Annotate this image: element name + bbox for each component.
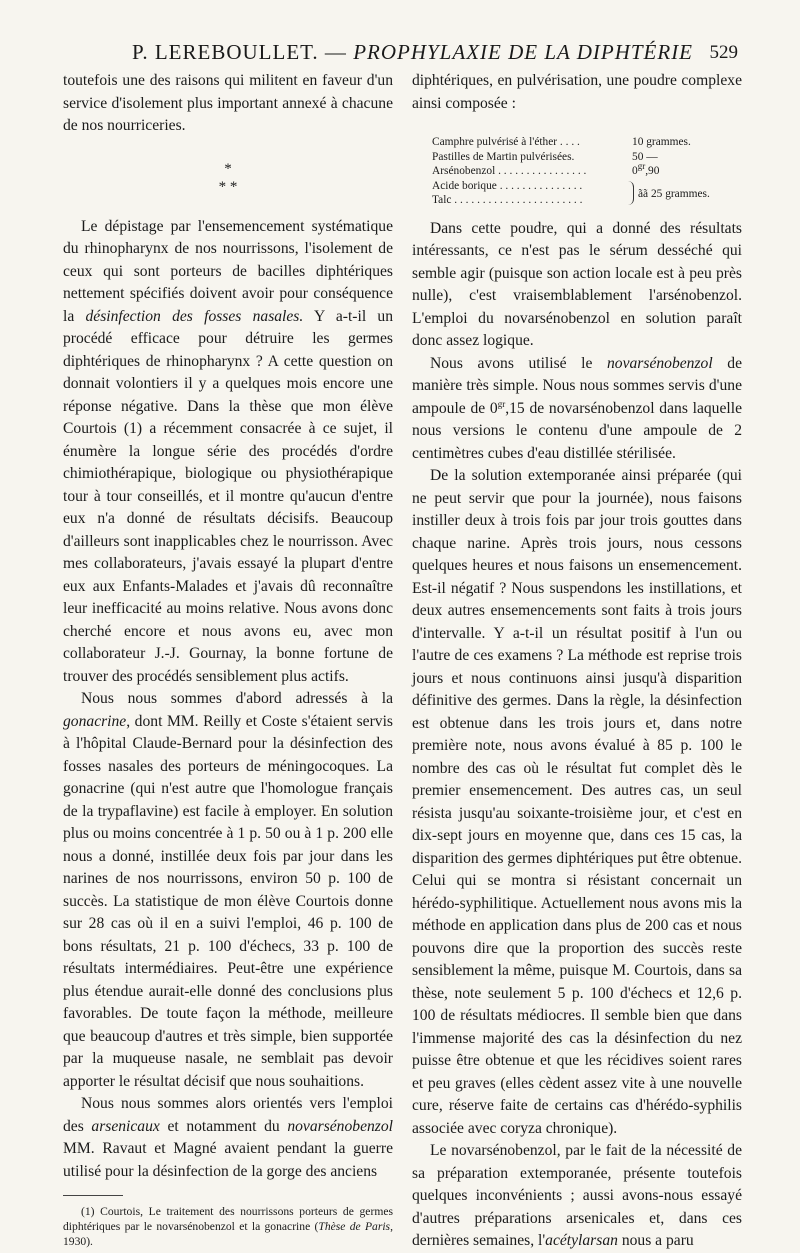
footnote-divider [63, 1195, 123, 1196]
ingredient: Arsénobenzol . . . . . . . . . . . . . . . . [432, 165, 587, 177]
header-article-title: PROPHYLAXIE DE LA DIPHTÉRIE [353, 40, 694, 64]
footnote: (1) Courtois, Le traitement des nourrissons porteurs de germes diphtériques par le novarsénobenzol et la gonacrine (Thèse de Paris, 1930). [63, 1205, 393, 1248]
ingredient: Camphre pulvérisé à l'éther . . . . [432, 136, 580, 148]
quantity: 50 — [632, 150, 658, 163]
quantity: 10 grammes. [632, 136, 691, 148]
ingredient: Acide borique . . . . . . . . . . . . . . . [432, 179, 583, 192]
formula-row [432, 135, 732, 150]
powder-formula [432, 135, 732, 208]
section-separator-asterism [63, 160, 393, 196]
paragraph: diphtériques, en pulvérisation, une poudre complexe ainsi composée : [412, 72, 742, 112]
header-title [132, 40, 693, 65]
curly-brace [627, 181, 634, 205]
paragraph: Le dépistage par l'ensemencement systématique du rhinopharynx de nos nourrissons, l'isolement de ceux qui sont porteurs de bacilles diphtériques nettement spécifiés doivent avoir pour conséquence la désinfection des fosses nasales. Y a-t-il un procédé efficace pour détruire les germes diphtériques de rhinopharynx ? A cette question on donnait volontiers il y a quelques mois encore une réponse négative. Dans la thèse que mon élève Courtois (1) a récemment consacrée à ce sujet, il énumère la longue série des procédés d'ordre chimiothérapique, biologique ou physiothérapique tour à tour conseillés, et il montre qu'aucun d'entre eux n'a donné de résultats décisifs. Beaucoup d'ailleurs sont inapplicables chez le nourrisson. Avec mes collaborateurs, j'avais essayé la plupart d'entre eux aux Enfants-Malades et j'avais dû reconnaître leur inefficacité au moins relative. Nous avons donc cherché encore et nous avons eu, avec mon collaborateur J.-J. Gournay, la bonne fortune de trouver des procédés sensiblement plus actifs. [63, 217, 393, 685]
paragraph: Nous avons utilisé le novarsénobenzol de manière très simple. Nous nous sommes servis d'une ampoule de $0^{gr},15$ de novarsénobenzol dans laquelle nous versions le contenu d'une ampoule de 2 centimètres cubes d'eau distillée stérilisée. [412, 354, 742, 462]
paragraph: Dans cette poudre, qui a donné des résultats intéressants, ce n'est pas le sérum desséché qui semble agir (puisque son action locale est à peu près nulle), c'est vraisemblablement l'arsénobenzol. L'emploi du novarsénobenzol en solution paraît donc assez logique. [412, 219, 742, 349]
emphasis: acétylarsan [545, 1232, 618, 1249]
emphasis: novarsénobenzol [287, 1117, 393, 1135]
left-column [63, 70, 393, 1249]
emphasis: gonacrine [63, 712, 127, 730]
formula-brace-group [432, 179, 732, 208]
paragraph: De la solution extemporanée ainsi préparée (qui ne peut servir que pour la journée), nous faisons instiller deux à trois fois par jour trois gouttes dans chaque narine. Après trois jours, nous cessons quelques heures et nous faisons un ensemencement. Est-il négatif ? Nous suspendons les instillations, et deux autres ensemencements sont faits à trois jours d'intervalle. Y a-t-il un résultat positif à l'un ou l'autre de ces examens ? La méthode est reprise trois jours et nous continuons ainsi jusqu'à disparition définitive des germes. Dans la règle, la désinfection est obtenue dans les trois jours et, dans notre première note, nous avons évalué à 85 p. 100 le nombre des cas où le résultat fut complet dès le premier ensemencement. Des autres cas, un seul résista jusqu'au soixante-troisième jour, et c'est en dix-sept jours en moyenne que, dans ces 15 cas, la disparition des germes diphtériques put être obtenue. Celui qui se montra si résistant concernait un hérédo-syphilitique. Actuellement nous avons mis la méthode en application dans plus de 200 cas et nous pouvons dire que la proportion des succès reste sensiblement la même, puisque M. Courtois, dans sa thèse, note seulement 5 p. 100 d'échecs et 12,6 p. 100 de résultats médiocres. Il semble bien que dans l'immense majorité des cas la désinfection du nez puisse être obtenue et que les récidives soient rares et peu graves (elles cèdent assez vite à une nouvelle cure, réserve faite de certains cas d'hérédo-syphilis associée avec coryza chronique). [412, 467, 742, 1137]
asterism-bottom: * * [218, 178, 238, 195]
emphasis: Thèse de Paris [318, 1220, 391, 1233]
paragraph: Le novarsénobenzol, par le fait de la nécessité de sa préparation extemporanée, présente toutefois quelques inconvénients ; aussi avons-nous essayé d'autres préparations arsenicales et, dans ces dernières semaines, l'acétylarsan nous a paru [412, 1142, 742, 1249]
emphasis: arsenicaux [91, 1117, 160, 1135]
formula-row [432, 161, 732, 179]
paragraph: Nous nous sommes d'abord adressés à la gonacrine, dont MM. Reilly et Coste s'étaient servis à l'hôpital Claude-Bernard pour la désinfection des fosses nasales des porteurs de méningocoques. La gonacrine (qui n'est autre que l'homologue français de la trypaflavine) est facile à employer. En solution plus ou moins concentrée à 1 p. 50 ou à 1 p. 200 elle nous a donné, instillée deux fois par jour dans les narines de nos nourrissons, environ 50 p. 100 de succès. La statistique de mon élève Courtois donne sur 28 cas où il en a suivi l'emploi, 46 p. 100 de bons résultats, 21 p. 100 d'échecs, 33 p. 100 de résultats intermédiaires. Peut-être une expérience plus étendue aurait-elle donné des conclusions plus favorables. De toute façon la méthode, meilleure que beaucoup d'autres et très simple, bien supportée par la muqueuse nasale, ne semblait pas devoir apporter le résultat décisif que nous souhaitions. [63, 690, 393, 1090]
formula-row [432, 150, 732, 165]
quantity: $0^{gr},90$ [632, 161, 660, 177]
ingredient: Pastilles de Martin pulvérisées. [432, 150, 575, 163]
right-column [412, 70, 742, 1253]
paragraph: Nous nous sommes alors orientés vers l'emploi des arsenicaux et notamment du novarsénobenzol MM. Ravaut et Magné avaient pendant la guerre utilisé pour la désinfection de la gorge des anciens [63, 1095, 393, 1180]
quantity: ãã 25 grammes. [638, 187, 710, 200]
paragraph: toutefois une des raisons qui militent en faveur d'un service d'isolement plus important annexé à chacune de nos nourriceries. [63, 72, 393, 134]
emphasis: novarsénobenzol [607, 354, 713, 372]
emphasis: désinfection des fosses nasales. [85, 307, 304, 325]
asterism-top: * [224, 160, 232, 177]
header-author: P. LEREBOULLET. — [132, 40, 354, 64]
page-number: 529 [709, 42, 738, 63]
running-header [62, 40, 738, 72]
ingredient: Talc . . . . . . . . . . . . . . . . . . . . . . . [432, 194, 583, 206]
